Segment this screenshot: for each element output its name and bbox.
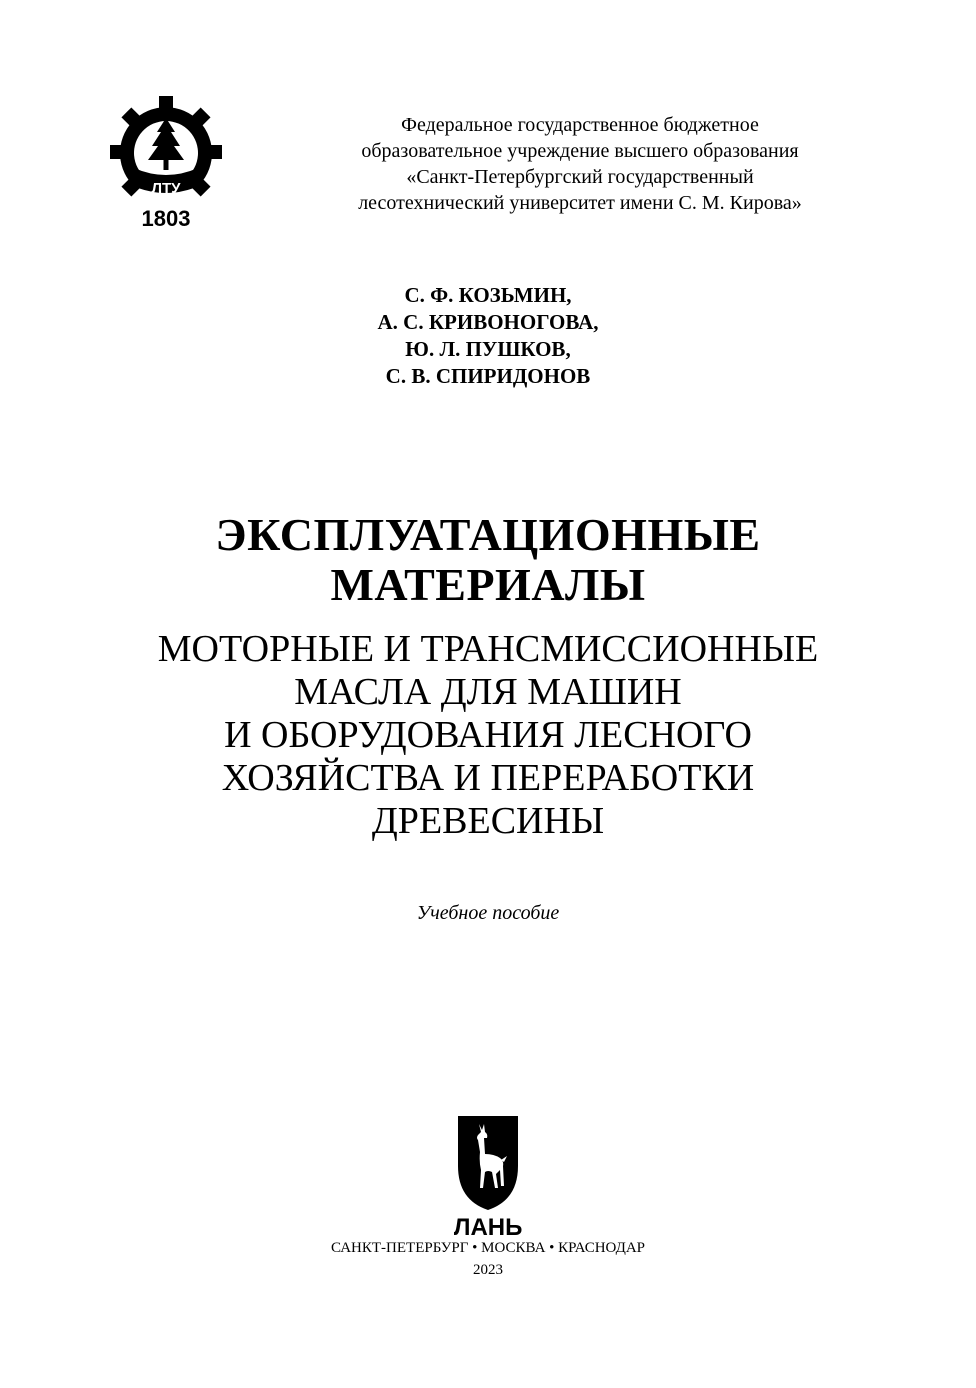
subtitle-line: МАСЛА ДЛЯ МАШИН bbox=[294, 671, 682, 713]
institution-name bbox=[300, 112, 860, 216]
deer-shield-icon bbox=[454, 1114, 522, 1238]
publication-cities: САНКТ-ПЕТЕРБУРГ • МОСКВА • КРАСНОДАР bbox=[330, 1240, 646, 1256]
subtitle-line: ХОЗЯЙСТВА И ПЕРЕРАБОТКИ bbox=[221, 757, 755, 799]
publisher-name: ЛАНЬ bbox=[454, 1214, 522, 1238]
university-logo bbox=[108, 94, 224, 234]
logo-abbrev: ЛТУ bbox=[151, 180, 181, 197]
document-type: Учебное пособие bbox=[416, 902, 560, 924]
publisher-logo bbox=[454, 1114, 522, 1238]
author: Ю. Л. ПУШКОВ, bbox=[405, 337, 571, 361]
book-title bbox=[0, 510, 976, 610]
institution-line: образовательное учреждение высшего образования bbox=[361, 140, 799, 162]
author: С. Ф. КОЗЬМИН, bbox=[404, 283, 572, 307]
institution-line: «Санкт-Петербургский государственный bbox=[406, 166, 754, 188]
publication-year: 2023 bbox=[473, 1262, 503, 1278]
title-line: ЭКСПЛУАТАЦИОННЫЕ bbox=[215, 509, 761, 560]
subtitle-line: ДРЕВЕСИНЫ bbox=[371, 800, 605, 842]
institution-line: Федеральное государственное бюджетное bbox=[401, 114, 759, 136]
gear-tree-emblem-icon bbox=[108, 94, 224, 234]
institution-line: лесотехнический университет имени С. М. Кирова» bbox=[358, 192, 802, 214]
subtitle-line: И ОБОРУДОВАНИЯ ЛЕСНОГО bbox=[224, 714, 752, 756]
authors-list bbox=[0, 282, 976, 390]
subtitle-line: МОТОРНЫЕ И ТРАНСМИССИОННЫЕ bbox=[157, 628, 819, 670]
book-subtitle bbox=[0, 628, 976, 843]
author: А. С. КРИВОНОГОВА, bbox=[377, 310, 599, 334]
title-line: МАТЕРИАЛЫ bbox=[330, 559, 646, 610]
author: С. В. СПИРИДОНОВ bbox=[385, 364, 591, 388]
logo-year: 1803 bbox=[141, 206, 191, 231]
